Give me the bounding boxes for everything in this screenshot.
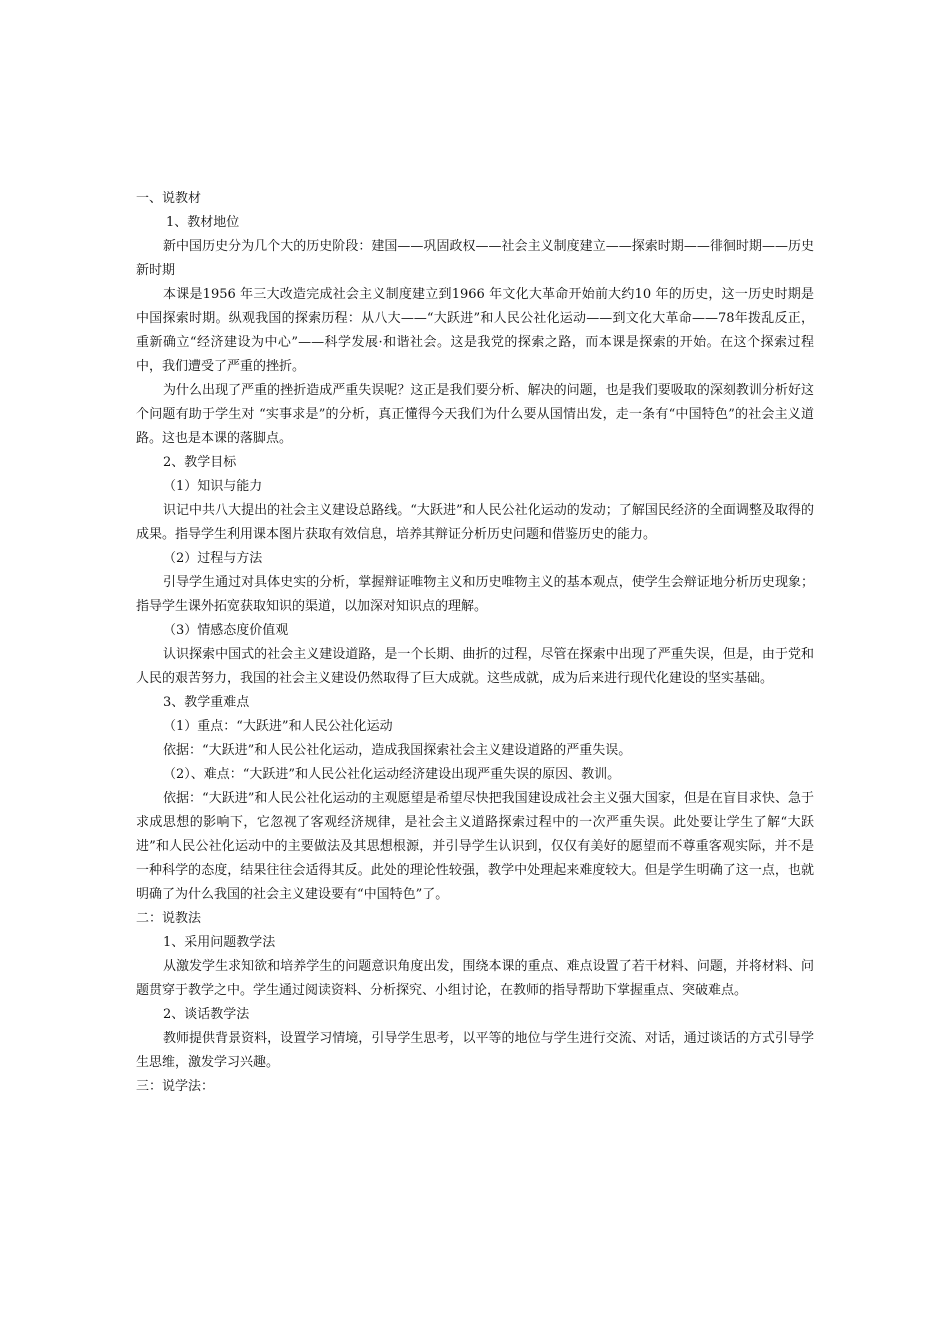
paragraph-why-setbacks: 为什么出现了严重的挫折造成严重失误呢？这正是我们要分析、解决的问题，也是我们要吸取的深刻教训分析好这个问题有助于学生对 “实事求是”的分析，真正懂得今天我们为什么要从国情出发，走一条有“中国特色”的社会主义道路。这也是本课的落脚点。 <box>136 383 814 446</box>
paragraph-history-stages: 新中国历史分为几个大的历史阶段：建国——巩固政权——社会主义制度建立——探索时期——徘徊时期——历史新时期 <box>136 239 814 278</box>
section-heading-3: 三：说学法： <box>136 1079 215 1094</box>
paragraph-problem-method: 从激发学生求知欲和培养学生的问题意识角度出发，围绕本课的重点、难点设置了若干材料、问题，并将材料、问题贯穿于教学之中。学生通过阅读资料、分析探究、小组讨论，在教师的指导帮助下掌握重点、突破难点。 <box>136 959 814 998</box>
subheading-teaching-goals: 2、教学目标 <box>163 455 237 470</box>
document-body <box>136 187 814 1099</box>
section-heading-1: 一、说教材 <box>136 191 202 206</box>
paragraph-dialogue-method: 教师提供背景资料，设置学习情境，引导学生思考，以平等的地位与学生进行交流、对话，通过谈话的方式引导学生思维，激发学习兴趣。 <box>136 1031 814 1070</box>
goal-heading-process: （2）过程与方法 <box>163 551 263 566</box>
subheading-textbook-position: 1、教材地位 <box>166 215 240 230</box>
goal-heading-knowledge: （1）知识与能力 <box>163 479 263 494</box>
section-heading-2: 二：说教法 <box>136 911 202 926</box>
goal-heading-values: （3）情感态度价值观 <box>163 623 289 638</box>
paragraph-values: 认识探索中国式的社会主义建设道路，是一个长期、曲折的过程，尽管在探索中出现了严重失误，但是，由于党和人民的艰苦努力，我国的社会主义建设仍然取得了巨大成就。这些成就，成为后来进行现代化建设的坚实基础。 <box>136 647 814 686</box>
subheading-problem-method: 1、采用问题教学法 <box>163 935 276 950</box>
paragraph-process-method: 引导学生通过对具体史实的分析，掌握辩证唯物主义和历史唯物主义的基本观点，使学生会辩证地分析历史现象；指导学生课外拓宽获取知识的渠道，以加深对知识点的理解。 <box>136 575 814 614</box>
difficult-point-heading: （2）、难点：“大跃进”和人民公社化运动经济建设出现严重失误的原因、教训。 <box>163 767 621 782</box>
subheading-key-difficult: 3、教学重难点 <box>163 695 250 710</box>
paragraph-knowledge-ability: 识记中共八大提出的社会主义建设总路线。“大跃进”和人民公社化运动的发动；了解国民经济的全面调整及取得的成果。指导学生利用课本图片获取有效信息，培养其辩证分析历史问题和借鉴历史的能力。 <box>136 503 814 542</box>
key-point-heading: （1）重点：“大跃进”和人民公社化运动 <box>163 719 393 734</box>
subheading-dialogue-method: 2、谈话教学法 <box>163 1007 250 1022</box>
paragraph-lesson-period: 本课是1956 年三大改造完成社会主义制度建立到1966 年文化大革命开始前大约10 年的历史，这一历史时期是中国探索时期。纵观我国的探索历程：从八大——“大跃进”和人民公社化运动——到文化大革命——78年拨乱反正，重新确立“经济建设为中心”——科学发展·和谐社会。这是我党的探索之路，而本课是探索的开始。在这个探索过程中，我们遭受了严重的挫折。 <box>136 287 814 374</box>
key-point-basis: 依据：“大跃进”和人民公社化运动，造成我国探索社会主义建设道路的严重失误。 <box>163 743 632 758</box>
paragraph-difficult-basis: 依据：“大跃进”和人民公社化运动的主观愿望是希望尽快把我国建设成社会主义强大国家，但是在盲目求快、急于求成思想的影响下，它忽视了客观经济规律，是社会主义道路探索过程中的一次严重失误。此处要让学生了解“大跃进”和人民公社化运动中的主要做法及其思想根源，并引导学生认识到，仅仅有美好的愿望而不尊重客观实际，并不是一种科学的态度，结果往往会适得其反。此处的理论性较强，教学中处理起来难度较大。但是学生明确了这一点，也就明确了为什么我国的社会主义建设要有“中国特色”了。 <box>136 791 814 902</box>
